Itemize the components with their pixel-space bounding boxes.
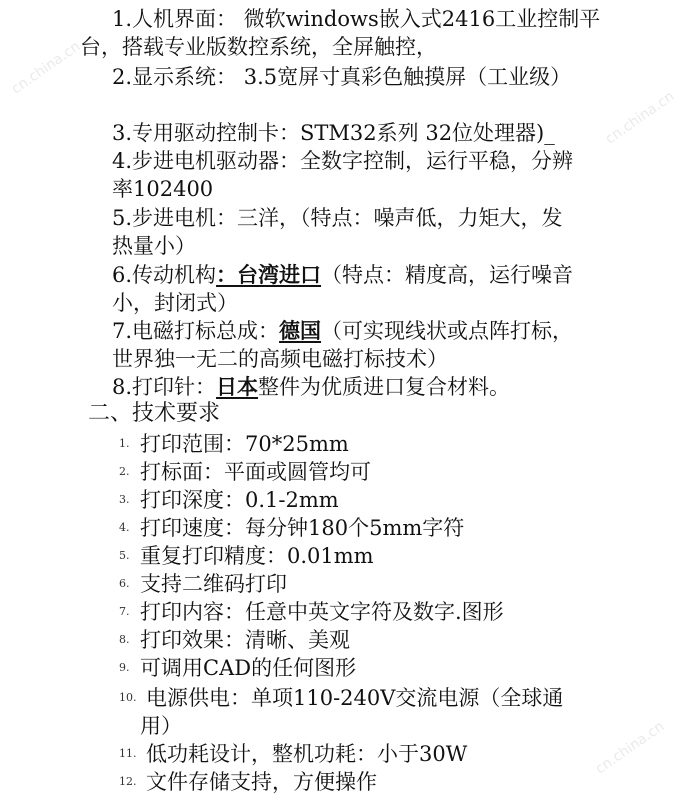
requirement-number: 12. <box>119 775 137 788</box>
spec-line-7a <box>112 317 573 345</box>
watermark: cn.china.cn <box>592 718 668 778</box>
requirement-number: 8. <box>119 633 130 646</box>
requirement-text-continued: 用） <box>140 714 182 738</box>
spec-line-4a: 4.步进电机驱动器：全数字控制，运行平稳，分辨 <box>112 149 574 173</box>
requirement-text: 打印效果：清晰、美观 <box>140 628 350 652</box>
requirement-text: 低功耗设计，整机功耗：小于30W <box>146 742 468 766</box>
spec-line-8 <box>112 373 510 401</box>
spec-8-material: 整件为优质进口复合材料。 <box>258 375 511 399</box>
requirement-number: 2. <box>119 465 130 478</box>
requirement-number: 3. <box>119 493 130 506</box>
spec-line-7b: 世界独一无二的高频电磁打标技术） <box>112 347 448 371</box>
requirement-number: 11. <box>119 747 137 760</box>
spec-8-label: 8.打印针： <box>112 375 217 399</box>
spec-7-label: 7.电磁打标总成： <box>112 319 280 343</box>
requirement-number: 7. <box>119 605 130 618</box>
section-heading: 二、技术要求 <box>88 401 221 426</box>
requirement-number: 6. <box>119 577 130 590</box>
spec-line-1a: 1.人机界面： 微软windows嵌入式2416工业控制平 <box>112 7 601 31</box>
spec-line-1b: 台，搭载专业版数控系统，全屏触控， <box>80 35 437 59</box>
requirement-text: 可调用CAD的任何图形 <box>140 656 357 680</box>
requirement-text: 支持二维码打印 <box>140 572 287 596</box>
requirement-text: 电源供电：单项110-240V交流电源（全球通 <box>146 686 564 710</box>
spec-6-origin: ：台湾进口 <box>216 262 322 287</box>
spec-7-features: （可实现线状或点阵打标， <box>321 319 574 343</box>
spec-line-3: 3.专用驱动控制卡：STM32系列 32位处理器)_ <box>112 121 555 145</box>
requirement-number: 1. <box>119 437 130 450</box>
requirement-text: 重复打印精度：0.01mm <box>140 544 374 568</box>
watermark: cn.china.cn <box>8 38 84 98</box>
watermark: cn.china.cn <box>602 88 678 148</box>
spec-line-6a <box>112 261 573 289</box>
requirement-number: 9. <box>119 661 130 674</box>
spec-7-origin: 德国 <box>279 318 322 343</box>
requirement-text: 打印内容：任意中英文字符及数字.图形 <box>140 600 504 624</box>
requirement-text: 打标面：平面或圆管均可 <box>140 460 371 484</box>
requirement-text: 打印速度：每分钟180个5mm字符 <box>140 516 465 540</box>
requirement-number: 5. <box>119 549 130 562</box>
requirement-text: 打印深度：0.1-2mm <box>140 488 339 512</box>
spec-line-2: 2.显示系统： 3.5宽屏寸真彩色触摸屏（工业级） <box>112 65 572 89</box>
requirement-text: 打印范围：70*25mm <box>140 432 349 456</box>
spec-line-5b: 热量小） <box>112 234 196 258</box>
spec-line-6b: 小，封闭式） <box>112 291 238 315</box>
spec-6-features: （特点：精度高，运行噪音 <box>321 263 574 287</box>
spec-6-label: 6.传动机构 <box>112 263 217 287</box>
requirement-number: 4. <box>119 521 130 534</box>
spec-line-4b: 率102400 <box>112 177 214 201</box>
spec-8-origin: 日本 <box>216 374 259 399</box>
requirement-number: 10. <box>119 691 137 704</box>
requirement-text: 文件存储支持，方便操作 <box>146 770 377 794</box>
spec-line-5a: 5.步进电机：三洋，（特点：噪声低，力矩大，发 <box>112 206 563 230</box>
